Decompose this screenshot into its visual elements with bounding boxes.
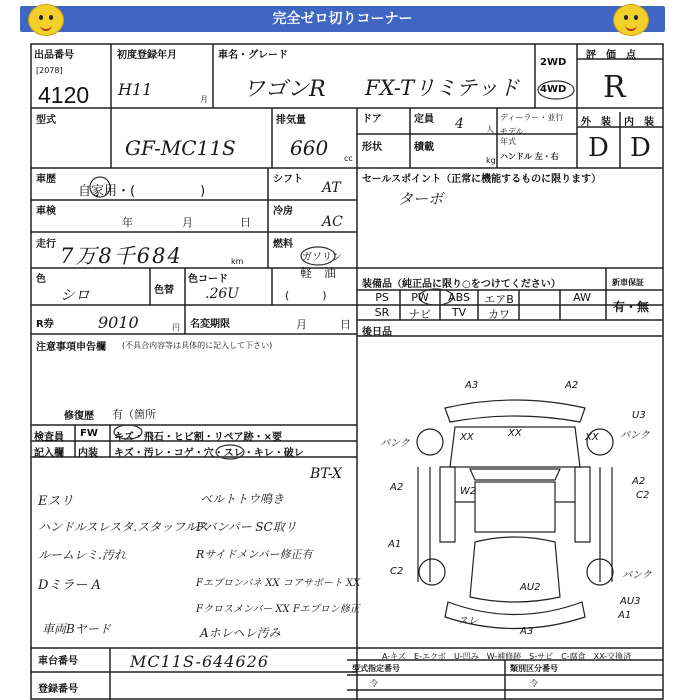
evaluation-label: 評 価 点	[586, 50, 636, 61]
remark-left-1: Eスリ	[38, 494, 74, 509]
mileage-label: 走行	[36, 239, 56, 250]
bottom-col2: 類別区分番号	[510, 664, 558, 673]
remark-right-1: ベルトトウ鳴き	[200, 492, 285, 506]
inspector-in-label: 内装	[78, 448, 98, 459]
dmg-au2: AU2	[520, 582, 541, 593]
int-grade: D	[630, 133, 651, 163]
dmg-a1-rear: A1	[618, 610, 632, 621]
remark-left-4: Dミラー A	[38, 578, 101, 593]
model-name: ワゴンR	[243, 77, 326, 102]
aircon-value: AC	[322, 214, 343, 230]
dmg-c2-left: C2	[390, 566, 404, 577]
bottom-row-1: 令	[370, 679, 378, 688]
registration-label: 初度登録年月	[117, 50, 177, 61]
equip-airbag: エアB	[484, 293, 514, 306]
remark-left-2: ハンドルスレスタ.スタッフルス	[38, 520, 209, 534]
fuel-gas: ガソリン	[302, 252, 342, 263]
lot-sub: [2078]	[36, 66, 63, 75]
inspector-fw-label: FW	[80, 428, 98, 439]
drive-2wd: 2WD	[540, 57, 567, 68]
equip-tv: TV	[451, 306, 467, 319]
model-year-label2: 年式	[500, 137, 516, 146]
sales-label: セールスポイント（正常に機能するものに限ります）	[362, 174, 602, 185]
inspector-label2: 記入欄	[34, 448, 64, 459]
car-diagram	[370, 372, 662, 642]
dmg-xx-left: XX	[460, 432, 474, 443]
ext-label: 外 装	[581, 117, 611, 128]
name-change-day: 日	[340, 318, 351, 331]
fuel-label: 燃料	[273, 239, 293, 250]
equip-leather: カワ	[488, 308, 510, 321]
type-value: GF-MC11S	[125, 136, 236, 160]
repair-label: 修復歴	[64, 411, 94, 422]
mileage-unit: km	[231, 257, 244, 266]
color-value: シロ	[60, 286, 91, 304]
model-year-label1: モデル	[500, 127, 524, 136]
shape-label: 形状	[362, 142, 382, 153]
warranty-value: 有・無	[613, 300, 650, 314]
dmg-w2: W2	[460, 486, 477, 497]
dmg-au3: AU3	[620, 596, 641, 607]
doors-label: ドア	[362, 114, 382, 125]
name-change-month: 月	[296, 318, 307, 331]
new-car-warranty-label: 新車保証	[612, 278, 644, 287]
int-label: 内 装	[624, 117, 654, 128]
sales-value: ターボ	[398, 190, 444, 208]
page-title: 完全ゼロ切りコーナー	[272, 11, 413, 27]
capacity-value: 4	[455, 116, 464, 132]
remark-right-4: Fエプロンパネ XX コアサポート XX	[196, 578, 361, 589]
dmg-a1: A1	[388, 539, 402, 550]
dmg-u3: U3	[632, 410, 646, 421]
capacity-label: 定員	[414, 114, 434, 125]
displacement-label: 排気量	[276, 115, 306, 126]
shift-value: AT	[322, 180, 341, 196]
model-label: 車名・グレード	[218, 50, 288, 61]
equip-navi: ナビ	[409, 308, 431, 321]
remark-right-3: Rサイドメンバー修正有	[196, 548, 313, 561]
history-label: 車歴	[36, 174, 56, 185]
dmg-xx-right: XX	[585, 432, 599, 443]
dmg-a2-left: A2	[390, 482, 404, 493]
remark-right-2: Fバンパー SC取リ	[196, 520, 297, 534]
recycle-label: R券	[36, 319, 54, 330]
capacity-unit: 人	[486, 125, 494, 134]
equipment-label: 装備品（純正品に限り○をつけてください）	[362, 279, 561, 290]
dmg-a3-front: A3	[465, 380, 479, 391]
drive-4wd: 4WD	[540, 84, 567, 95]
rear-seat-label: 後日品	[362, 327, 392, 338]
inspection-label: 車検	[36, 206, 56, 217]
dmg-a2-front: A2	[565, 380, 579, 391]
handle-label: ハンドル 左・右	[500, 152, 559, 161]
inspector-in-items: キズ・汚レ・コゲ・穴・スレ・キレ・破レ	[114, 448, 304, 459]
dmg-puncture-rr: パンク	[622, 570, 652, 581]
color-paren: ( )	[285, 289, 327, 302]
equip-sr: SR	[374, 306, 390, 319]
color-code: .26U	[205, 286, 240, 302]
inspection-day: 日	[240, 216, 251, 229]
dmg-puncture-right: パンク	[620, 430, 650, 441]
equip-pw: PW	[411, 291, 429, 304]
dmg-puncture-left: パンク	[380, 438, 410, 449]
repair-value: 有（箇所	[112, 408, 156, 421]
registration-era: H11	[118, 80, 153, 99]
dmg-u1: スレ	[458, 616, 478, 627]
evaluation-score: R	[603, 70, 626, 105]
bottom-col1: 型式指定番号	[352, 664, 400, 673]
color-code-label: 色コード	[188, 274, 228, 285]
mileage-value: 7万8千684	[60, 244, 183, 268]
diagram-legend: A-キズ E-エクボ U-凹み W-補修跡 S-サビ C-腐食 XX-交換済	[382, 652, 632, 661]
fuel-diesel: 軽 油	[300, 266, 337, 280]
chassis-label: 車台番号	[38, 656, 78, 667]
color-label: 色	[36, 274, 46, 285]
equip-abs: ABS	[448, 291, 470, 304]
registration-month-unit: 月	[200, 95, 208, 104]
aircon-label: 冷房	[273, 206, 293, 217]
inspection-year: 年	[122, 216, 133, 229]
equip-ps: PS	[375, 291, 389, 304]
model-grade: FX-Tリミテッド	[365, 76, 520, 100]
remark-right-6: Aホレヘレ汚み	[200, 626, 281, 640]
reg-number-label: 登録番号	[38, 684, 78, 695]
ext-grade: D	[588, 133, 609, 163]
notes-label: 注意事項申告欄	[36, 342, 106, 353]
recycle-value: 9010	[98, 313, 139, 332]
displacement-value: 660	[290, 136, 329, 160]
dmg-xx-hood: XX	[508, 428, 522, 439]
name-change-label: 名変期限	[190, 319, 230, 330]
dmg-a2-right: A2	[632, 476, 646, 487]
dmg-c2-right: C2	[636, 490, 650, 501]
equip-aw: AW	[573, 291, 591, 304]
remark-right-5: Fクロスメンバー XX Fエプロン修正	[196, 604, 360, 615]
remark-left-5: 車両Bヤード	[42, 622, 111, 636]
chassis-value: MC11S-644626	[130, 652, 270, 671]
inspector-fw-items: キズ・飛石・ヒビ割・リペア跡・×要	[114, 432, 282, 443]
notes-sub: (不具合内容等は具体的に記入して下さい)	[122, 341, 273, 350]
load-label: 積載	[414, 142, 434, 153]
dmg-a3-rear: A3	[520, 626, 534, 637]
displacement-unit: cc	[344, 154, 353, 163]
shift-label: シフト	[273, 174, 303, 185]
bottom-row-2: 令	[530, 679, 538, 688]
type-label: 型式	[36, 115, 56, 126]
remarks-header: BT-X	[310, 466, 343, 482]
color-change-label: 色替	[154, 285, 174, 296]
recycle-unit: 円	[172, 323, 180, 332]
remark-left-3: ルームレミ.汚れ	[38, 548, 126, 562]
load-unit: kg	[486, 156, 496, 165]
inspection-month: 月	[182, 216, 193, 229]
history-value: 自家用・( )	[78, 184, 206, 199]
lot-number: 4120	[38, 82, 90, 108]
dealer-label: ディーラー・並行	[500, 113, 564, 122]
lot-label: 出品番号	[34, 50, 74, 61]
inspector-label1: 検査員	[34, 432, 64, 443]
